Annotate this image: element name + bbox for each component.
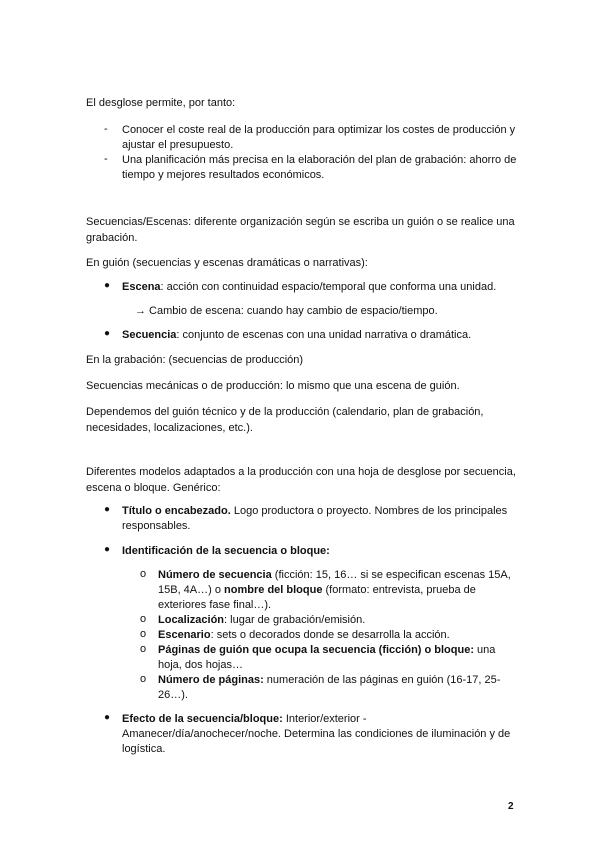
sublist-item <box>140 673 520 703</box>
sublist-item <box>140 628 520 643</box>
bullet-marker: ● <box>104 504 111 515</box>
paragraph-dependemos: Dependemos del guión técnico y de la producción (calendario, plan de grabación, necesidades, localizaciones, etc.). <box>86 406 484 434</box>
bullet-marker: ● <box>104 544 111 555</box>
list-item <box>104 280 524 295</box>
list-item-text <box>122 504 524 534</box>
list-item <box>104 328 524 343</box>
sublist-item-text <box>158 643 520 673</box>
paragraph-mecanicas: Secuencias mecánicas o de producción: lo mismo que una escena de guión. <box>86 380 460 392</box>
sublist-item-text <box>158 568 520 613</box>
list-item-text: Una planificación más precisa en la elaboración del plan de grabación: ahorro de tiempo y mejores resultados económicos. <box>122 154 517 181</box>
paragraph-grabacion: En la grabación: (secuencias de producción) <box>86 354 304 366</box>
paragraph-modelos: Diferentes modelos adaptados a la producción con una hoja de desglose por secuencia, escena o bloque. Genérico: <box>86 466 516 494</box>
term-nombre-bloque: nombre del bloque <box>224 584 323 596</box>
sub-marker: o <box>140 568 147 580</box>
definition: (ficción: 15, 16… si se especifican escenas 15A, 15B, 4A…) o <box>158 569 511 596</box>
list-item-text <box>122 328 524 343</box>
paragraph-secuencias: Secuencias/Escenas: diferente organización según se escriba un guión o se realice una grabación. <box>86 216 515 244</box>
term-numero-secuencia: Número de secuencia <box>158 569 272 581</box>
bullet-marker: ● <box>104 280 111 291</box>
list-item <box>104 123 524 153</box>
sublist-item <box>140 613 520 628</box>
arrow-line: → Cambio de escena: cuando hay cambio de espacio/tiempo. <box>135 305 438 317</box>
list-item-text <box>122 712 524 757</box>
definition: : sets o decorados donde se desarrolla la acción. <box>210 629 450 641</box>
sublist-item <box>140 568 520 613</box>
term-efecto: Efecto de la secuencia/bloque: <box>122 713 283 725</box>
list-item <box>104 153 524 183</box>
term-numero-paginas: Número de páginas: <box>158 674 264 686</box>
bullet-marker: ● <box>104 328 111 339</box>
definition: una hoja, dos hojas… <box>158 644 496 671</box>
definition: : acción con continuidad espacio/temporal que conforma una unidad. <box>160 281 497 293</box>
term-escena: Escena <box>122 281 161 293</box>
sublist-item-text <box>158 613 520 628</box>
page-number: 2 <box>508 801 514 812</box>
definition: numeración de las páginas en guión (16-17, 25-26…). <box>158 674 501 701</box>
list-item-text <box>122 280 524 295</box>
sub-marker: o <box>140 643 147 655</box>
term-identificacion: Identificación de la secuencia o bloque: <box>122 545 330 557</box>
definition: : conjunto de escenas con una unidad narrativa o dramática. <box>176 329 472 341</box>
definition: (formato: entrevista, prueba de exteriores fase final…). <box>158 584 476 611</box>
sub-marker: o <box>140 628 147 640</box>
list-item <box>104 504 524 534</box>
definition: : lugar de grabación/emisión. <box>224 614 366 626</box>
dash-marker: - <box>104 123 108 135</box>
term-escenario: Escenario <box>158 629 211 641</box>
term-localizacion: Localización <box>158 614 225 626</box>
dash-marker: - <box>104 153 108 165</box>
sub-marker: o <box>140 673 147 685</box>
sublist-item-text <box>158 628 520 643</box>
sublist-item <box>140 643 520 673</box>
sub-marker: o <box>140 613 147 625</box>
sublist-item-text <box>158 673 520 703</box>
list-item <box>104 712 524 757</box>
list-item-text: Conocer el coste real de la producción para optimizar los costes de producción y ajustar el presupuesto. <box>122 124 516 151</box>
intro-paragraph: El desglose permite, por tanto: <box>86 97 236 109</box>
term-paginas-guion: Páginas de guión que ocupa la secuencia (ficción) o bloque: <box>158 644 474 656</box>
paragraph-guion: En guión (secuencias y escenas dramáticas o narrativas): <box>86 257 368 269</box>
term-titulo: Título o encabezado. <box>122 505 231 517</box>
definition: Logo productora o proyecto. Nombres de los principales responsables. <box>122 505 508 532</box>
definition: Interior/exterior - Amanecer/día/anochecer/noche. Determina las condiciones de iluminación y de logística. <box>122 713 511 755</box>
bullet-marker: ● <box>104 712 111 723</box>
term-secuencia: Secuencia <box>122 329 177 341</box>
list-item-text <box>122 544 524 559</box>
list-item <box>104 544 524 559</box>
